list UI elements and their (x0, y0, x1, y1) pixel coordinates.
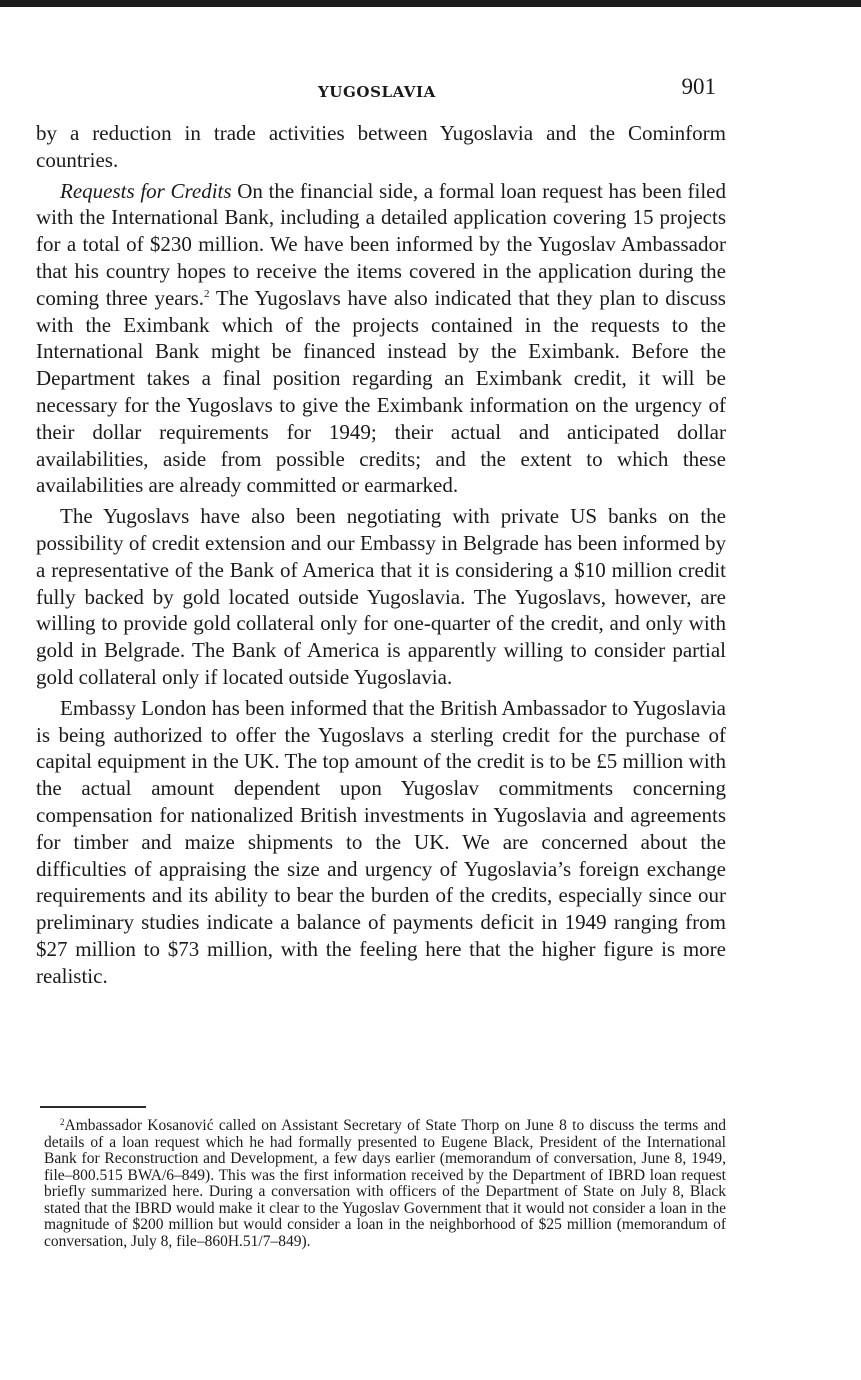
paragraph-3: The Yugoslavs have also been negotiating with private US banks on the possibility of credit extension and our Embassy in Belgrade has been informed by a representative of the Bank of America that it is considering a $10 million credit fully backed by gold located outside Yugoslavia. The Yugoslavs, however, are willing to provide gold collateral only for one-quarter of the credit, and only with gold in Belgrade. The Bank of America is apparently willing to consider partial gold collateral only if located outside Yugoslavia. (36, 504, 726, 689)
top-edge-rule (0, 0, 861, 7)
footnote-marker: 2 (60, 1117, 65, 1127)
body-text (36, 120, 726, 990)
paragraph-2-text-a: On the financial side, a formal loan request has been filed with the International Bank, including a detailed application covering 15 projects for a total of $230 million. We have been informed by the Yugoslav Ambassador that his country hopes to receive the items covered in the application during the coming three years. (36, 178, 726, 310)
paragraph-1: by a reduction in trade activities between Yugoslavia and the Cominform countries. (36, 121, 726, 172)
footnote-reference[interactable]: 2 (204, 287, 210, 300)
running-title: YUGOSLAVIA (318, 83, 436, 101)
footnote-2 (44, 1118, 726, 1250)
page-number: 901 (681, 74, 716, 99)
footnote-divider (40, 1106, 146, 1108)
running-head (36, 74, 716, 106)
paragraph-2 (36, 178, 726, 500)
footnote-text: Ambassador Kosanović called on Assistant Secretary of State Thorp on June 8 to discuss the terms and details of a loan request which he had formally presented to Eugene Black, President of the International Bank for Reconstruction and Development, a few days earlier (memorandum of conversation, June 8, 1949, file–800.515 BWA/6–849). This was the first information received by the Department of IBRD loan request briefly summarized here. During a conversation with officers of the Department of State on July 8, Black stated that the IBRD would make it clear to the Yugoslav Government that it would not consider a loan in the magnitude of $200 million but would consider a loan in the neighborhood of $25 million (memorandum of conversation, July 8, file–860H.51/7–849). (44, 1117, 726, 1250)
side-head-requests-for-credits: Requests for Credits (60, 178, 232, 203)
paragraph-2-text-b: The Yugoslavs have also indicated that they plan to discuss with the Eximbank which of the projects contained in the requests to the International Bank might be financed instead by the Eximbank. Before the Department takes a final position regarding an Eximbank credit, it will be necessary for the Yugoslavs to give the Eximbank information on the urgency of their dollar requirements for 1949; their actual and anticipated dollar availabilities, aside from possible credits; and the extent to which these availabilities are already committed or earmarked. (36, 285, 726, 498)
paragraph-4: Embassy London has been informed that the British Ambassador to Yugoslavia is being authorized to offer the Yugoslavs a sterling credit for the purchase of capital equipment in the UK. The top amount of the credit is to be £5 million with the actual amount dependent upon Yugoslav commitments concerning compensation for nationalized British investments in Yugoslavia and agreements for timber and maize shipments to the UK. We are concerned about the difficulties of appraising the size and urgency of Yugoslavia’s foreign exchange requirements and its ability to bear the burden of the credits, especially since our preliminary studies indicate a balance of payments deficit in 1949 ranging from $27 million to $73 million, with the feeling here that the higher figure is more realistic. (36, 695, 726, 988)
